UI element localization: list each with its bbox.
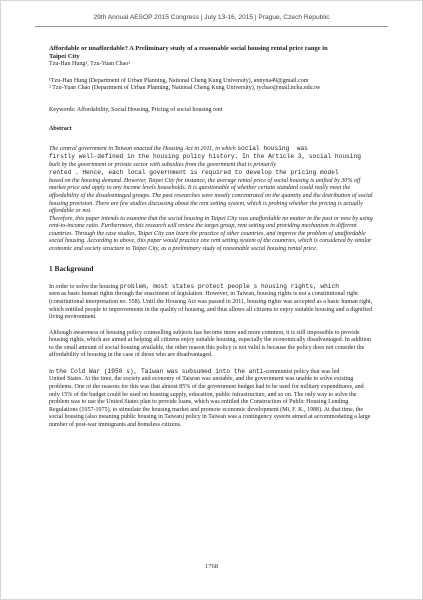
abstract-paragraph-2: Therefore, this paper intends to examine that the social housing in Taipei City was unaffordable no matter in the past or now by using rent-to-income ratio. Furthermore, this research will review the target group, rent setting and providing mechanism in different countries. Through the case studies, Taipei City can learn the practice of other countries, and improve the problem of unaffordable social housing. According to above, this paper would practice one rent setting system of the countries, which is considered by similar economic and society structure to Taipei City, as a preliminary study of reasonable social housing rental price. <box>49 215 373 252</box>
header-rule <box>35 26 388 27</box>
abstract-line-1: The central government in Taiwan enacted the Housing Act in 2011, in which social housing was <box>49 144 308 152</box>
abstract-paragraph-1 <box>49 145 375 216</box>
abstract-line-4: rented . Hence, each local government is required to develop the pricing model <box>49 169 339 177</box>
background-line-1: In order to solve the housing problem, most states protect people s housing rights, which <box>49 282 339 290</box>
title-line-2: Taipei City <box>49 53 80 60</box>
background-p3-rest: United States. At the time, the society and economy of Taiwan was unstable, and the government was unable to solve existing problems. One of the reasons for this was that almost 85% of the government budget had to be used for military expenditures, and only 15% of the budget could be used on housing supply, education, public infrastructure, and so on. The only way to solve the problem was to use the United States plan to provide loans, which was entitled the Construction of Public Housing Lending Regulations (1957-1975), to stimulate the housing market and promote economic development (Mi, F. K., 1988). At that time, the social housing (also meaning public housing in Taiwan) policy in Taiwan was a contingency system aimed at accommodating a large number of post-war immigrants and homeless citizens. <box>49 376 371 428</box>
paper-content <box>49 45 375 437</box>
authors: Tzu-Han Hung¹, Tzu-Yuan Chao² <box>49 61 131 67</box>
abstract-line-3: built by the government or private sector with subsidies from the government that is primarily <box>49 161 277 168</box>
affiliation-1: ¹Tzu-Han Hung (Department of Urban Planning, National Cheng Kung University), annyna49@gmail.com <box>49 77 309 84</box>
abstract-rest: based on the housing demand. However, Taipei City for instance, the average rental price of social housing is unified by 30% off market price and apply to any income levels households. It is questionable of whether certain standard could really meet the affordability of the disadvantaged groups. The past researches were mostly concentrated on the quantity and the distribution of social housing provision. There are few studies discussing about the rent setting system, which is probing whether the pricing is actually affordable or not. <box>49 177 373 215</box>
title-line-1: Affordable or unaffordable? A Preliminary study of a reasonable social housing rental price range in <box>49 45 328 52</box>
background-paragraph-2: Although awareness of housing policy counselling subjects has become more and more common, it is still impossible to provide housing rights, which are aimed at helping all citizens enjoy suitable housing, especially the economically disadvantaged. In addition to the small amount of social housing available, the other reason this policy is not valid is because the policy does not consider the affordability of housing in the case of those who are disadvantaged. <box>49 329 372 359</box>
keywords: Keywords: Affordability, Social Housing, Pricing of social housing rent <box>49 106 223 113</box>
abstract-heading: Abstract <box>49 126 72 133</box>
abstract-line-2: firstly well-defined in the housing policy history. In the Article 3, social housing <box>49 153 361 161</box>
paper-title <box>49 45 375 61</box>
background-p1-rest: seen as basic human rights through the enactment of legislation. However, in Taiwan, housing rights is not a constitutional right (constitutional interpretation no. 558). Until the Housing Act was passed in 2011, housing rights was accepted as a basic human right, which entitled people to improvements in the quality of housing, and thus allows all citizens to enjoy suitable housing and a dignified living environment. <box>49 291 373 321</box>
background-p3-line-1: In the Cold War (1950 s), Taiwan was subsumed into the anti-communist policy that was led <box>49 367 340 375</box>
abstract-body <box>49 145 375 254</box>
background-paragraph-3 <box>49 368 375 429</box>
affiliations <box>49 78 375 93</box>
section-heading-background: 1 Background <box>49 264 94 274</box>
background-paragraph-1 <box>49 283 375 322</box>
running-header: 29th Annual AESOP 2015 Congress | July 13-16, 2015 | Prague, Czech Republic <box>93 14 330 21</box>
page-number: 1768 <box>204 563 219 570</box>
affiliation-2: ² Tzu-Yuan Chao (Department of Urban Planning, National Cheng Kung University), tychao@mail.ncku.edu.tw <box>49 85 321 92</box>
